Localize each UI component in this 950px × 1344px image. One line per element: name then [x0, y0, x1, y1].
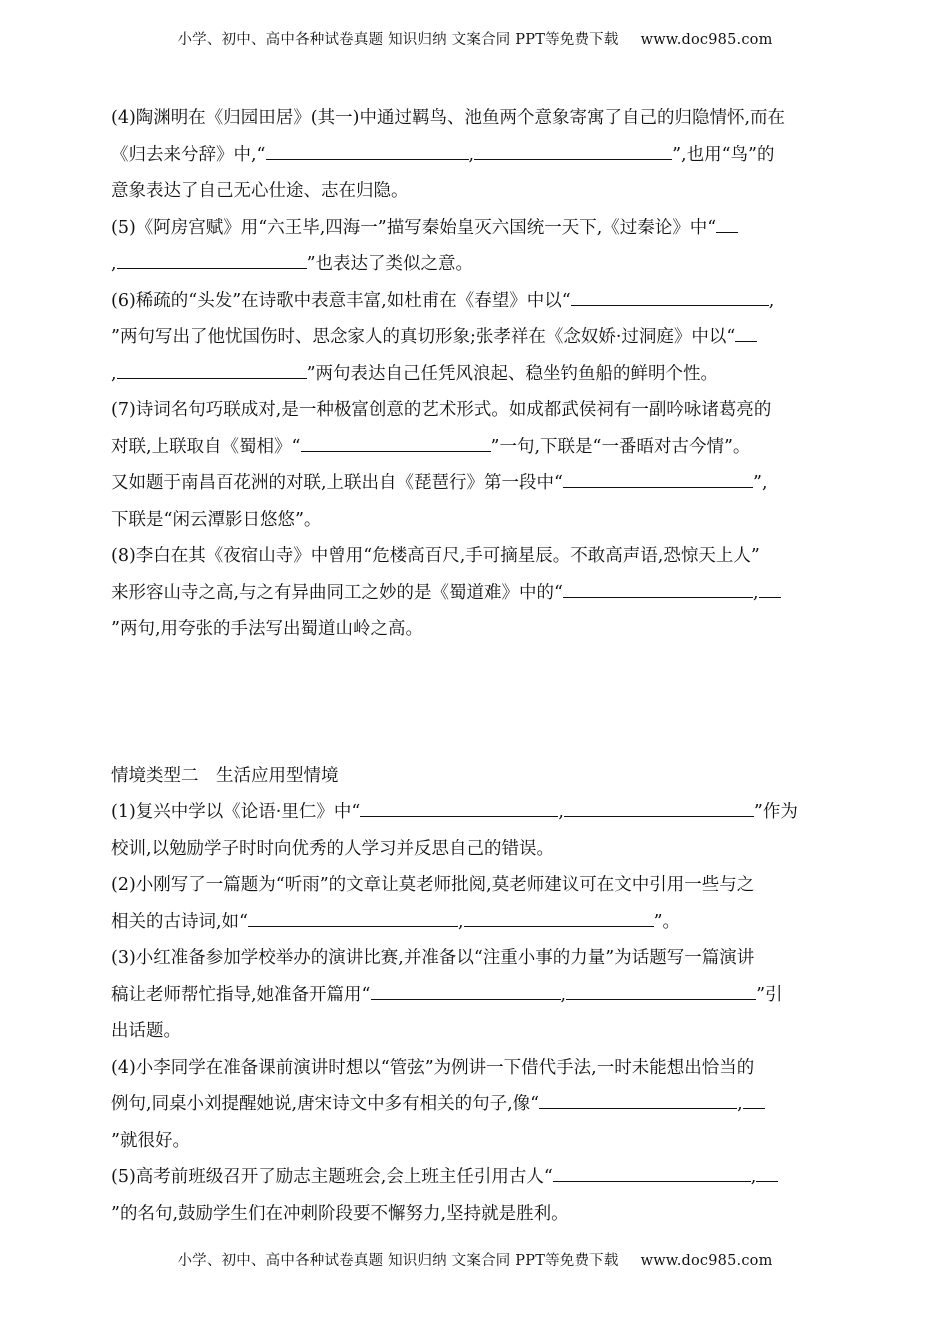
answer-blank[interactable] — [571, 287, 769, 306]
s5-comma: , — [750, 1167, 757, 1187]
q5-line-2 — [111, 246, 842, 283]
s4-line-1: (4)小李同学在准备课前演讲时想以“管弦”为例讲一下借代手法,一时未能想出恰当的 — [111, 1057, 755, 1078]
answer-blank[interactable] — [539, 1090, 737, 1109]
answer-blank[interactable] — [371, 981, 561, 1000]
q6-comma: , — [111, 363, 117, 384]
q4-text: 《归去来兮辞》中,“ — [111, 144, 266, 165]
answer-blank[interactable] — [759, 579, 781, 598]
page-header — [0, 28, 950, 49]
q8-line-1: (8)李白在其《夜宿山寺》中曾用“危楼高百尺,手可摘星辰。不敢高声语,恐惊天上人” — [111, 546, 760, 566]
q7-text: ”一句,下联是“一番晤对古今情”。 — [490, 436, 751, 457]
s1-text: ”作为 — [753, 802, 798, 822]
q7-line-1: (7)诗词名句巧联成对,是一种极富创意的艺术形式。如成都武侯祠有一副吟咏诸葛亮的 — [111, 400, 772, 420]
answer-blank[interactable] — [563, 579, 753, 598]
answer-blank[interactable] — [360, 798, 558, 817]
s5-line-2: ”的名句,鼓励学生们在冲刺阶段要不懈努力,坚持就是胜利。 — [111, 1203, 569, 1224]
answer-blank[interactable] — [474, 141, 672, 160]
s1-comma: , — [558, 802, 564, 822]
s3-line-2 — [111, 977, 842, 1014]
s3-text: ”引 — [756, 984, 783, 1005]
scenario-3 — [111, 940, 842, 1050]
footer-url[interactable]: www.doc985.com — [640, 1253, 773, 1269]
section-title: 情境类型二 生活应用型情境 — [111, 765, 339, 786]
question-4 — [111, 100, 842, 210]
s5-text: (5)高考前班级召开了励志主题班会,会上班主任引用古人“ — [111, 1167, 553, 1187]
s1-text: (1)复兴中学以《论语·里仁》中“ — [111, 802, 361, 822]
answer-blank[interactable] — [566, 981, 756, 1000]
answer-blank[interactable] — [117, 360, 307, 379]
s3-text: 稿让老师帮忙指导,她准备开篇用“ — [111, 984, 371, 1005]
answer-blank[interactable] — [564, 798, 754, 817]
q6-text: (6)稀疏的“头发”在诗歌中表意丰富,如杜甫在《春望》中以“ — [111, 290, 571, 311]
q5-text: ”也表达了类似之意。 — [306, 254, 474, 274]
q5-comma: , — [111, 254, 117, 274]
page-footer — [0, 1249, 950, 1270]
s1-line-1 — [111, 794, 842, 831]
q4-line-3: 意象表达了自己无心仕途、志在归隐。 — [111, 181, 409, 201]
answer-blank[interactable] — [301, 433, 491, 452]
answer-blank[interactable] — [553, 1163, 751, 1182]
q6-line-3 — [111, 356, 842, 393]
q7-text: ”, — [753, 473, 768, 493]
q5-text: (5)《阿房宫赋》用“六王毕,四海一”描写秦始皇灭六国统一天下,《过秦论》中“ — [111, 217, 717, 238]
q6-text: ”两句写出了他忧国伤时、思念家人的真切形象;张孝祥在《念奴娇·过洞庭》中以“ — [111, 327, 736, 347]
s4-line-3: ”就很好。 — [111, 1130, 190, 1151]
answer-blank[interactable] — [743, 1090, 765, 1109]
q4-line-2 — [111, 137, 842, 174]
q7-text: 对联,上联取自《蜀相》“ — [111, 436, 301, 457]
answer-blank[interactable] — [756, 1163, 778, 1182]
s2-text: 相关的古诗词,如“ — [111, 911, 249, 932]
s2-line-1: (2)小刚写了一篇题为“听雨”的文章让莫老师批阅,莫老师建议可在文中引用一些与之 — [111, 875, 755, 895]
answer-blank[interactable] — [716, 214, 738, 233]
q8-comma: , — [753, 582, 759, 603]
q7-line-2 — [111, 429, 842, 466]
answer-blank[interactable] — [266, 141, 469, 160]
q6-text: ”两句表达自己任凭风浪起、稳坐钓鱼船的鲜明个性。 — [306, 363, 719, 384]
page-content — [111, 100, 842, 1232]
q4-comma: , — [468, 144, 475, 165]
scenario-5 — [111, 1159, 842, 1232]
q7-text: 又如题于南昌百花洲的对联,上联出自《琵琶行》第一段中“ — [111, 473, 564, 493]
question-6 — [111, 283, 842, 393]
scenario-2 — [111, 867, 842, 940]
s3-comma: , — [560, 984, 567, 1005]
s4-text: 例句,同桌小刘提醒她说,唐宋诗文中多有相关的句子,像“ — [111, 1094, 540, 1114]
header-text: 小学、初中、高中各种试卷真题 知识归纳 文案合同 PPT等免费下载 — [177, 32, 619, 48]
answer-blank[interactable] — [464, 908, 654, 927]
q4-text: ”,也用“鸟”的 — [672, 144, 775, 165]
s3-line-1: (3)小红准备参加学校举办的演讲比赛,并准备以“注重小事的力量”为话题写一篇演讲 — [111, 948, 755, 968]
q4-line-1: (4)陶渊明在《归园田居》(其一)中通过羁鸟、池鱼两个意象寄寓了自己的归隐情怀,而在 — [111, 108, 786, 128]
answer-blank[interactable] — [563, 469, 753, 488]
q8-line-3: ”两句,用夸张的手法写出蜀道山岭之高。 — [111, 619, 424, 639]
question-8 — [111, 538, 842, 648]
question-5 — [111, 210, 842, 283]
s2-line-2 — [111, 904, 842, 941]
q6-line-2 — [111, 319, 842, 356]
q7-line-3 — [111, 465, 842, 502]
footer-text: 小学、初中、高中各种试卷真题 知识归纳 文案合同 PPT等免费下载 — [177, 1253, 619, 1269]
scenario-1 — [111, 794, 842, 867]
q6-comma: , — [768, 290, 775, 311]
header-url[interactable]: www.doc985.com — [640, 32, 773, 48]
s1-line-2: 校训,以勉励学子时时向优秀的人学习并反思自己的错误。 — [111, 838, 555, 859]
answer-blank[interactable] — [248, 908, 458, 927]
question-7 — [111, 392, 842, 538]
section-gap — [111, 648, 842, 758]
q8-line-2 — [111, 575, 842, 612]
s5-line-1 — [111, 1159, 842, 1196]
s3-line-3: 出话题。 — [111, 1021, 181, 1041]
q6-line-1 — [111, 283, 842, 320]
s2-comma: , — [458, 911, 464, 932]
answer-blank[interactable] — [735, 323, 757, 342]
q8-text: 来形容山寺之高,与之有异曲同工之妙的是《蜀道难》中的“ — [111, 582, 564, 603]
q5-line-1 — [111, 210, 842, 247]
q7-line-4: 下联是“闲云潭影日悠悠”。 — [111, 509, 322, 530]
s4-comma: , — [737, 1094, 743, 1114]
scenario-4 — [111, 1050, 842, 1160]
answer-blank[interactable] — [117, 250, 307, 269]
s2-text: ”。 — [653, 911, 681, 932]
s4-line-2 — [111, 1086, 842, 1123]
